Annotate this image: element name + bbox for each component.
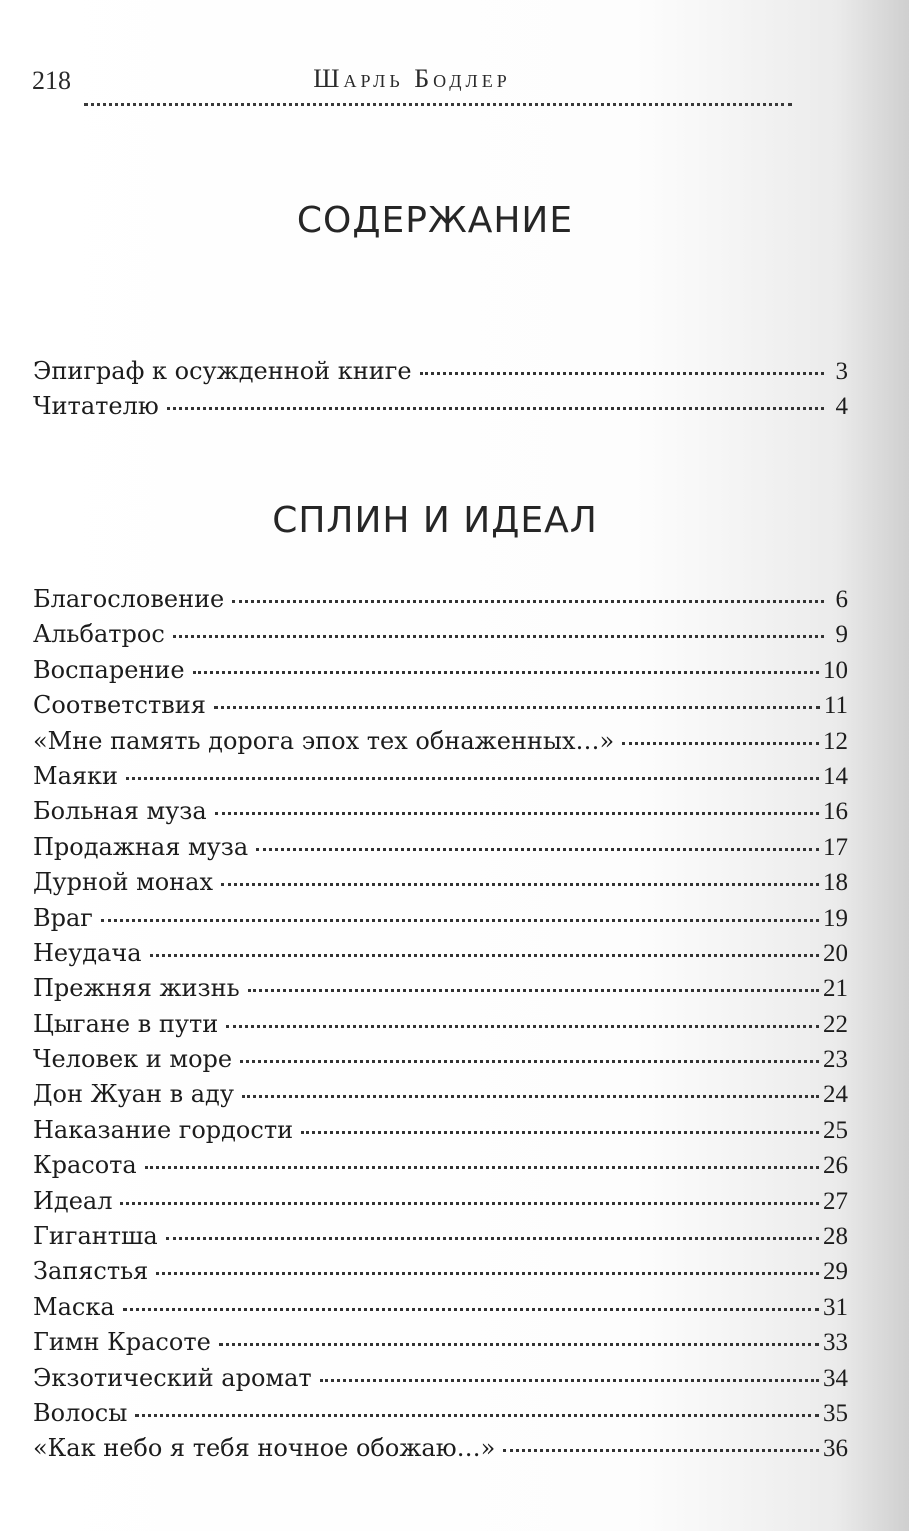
toc-entry — [33, 1113, 848, 1148]
dot-leader — [219, 1343, 819, 1346]
toc-entry — [33, 865, 848, 900]
toc-entry-title: Человек и море — [33, 1045, 233, 1074]
toc-entry-page: 28 — [823, 1223, 848, 1251]
dot-leader — [126, 777, 819, 780]
toc-entry-title: Продажная муза — [33, 832, 249, 861]
toc-entry-title: «Мне память дорога эпох тех обнаженных…» — [33, 726, 615, 755]
dot-leader — [242, 1095, 819, 1098]
toc-entry-title: Маяки — [33, 761, 119, 790]
toc-entry — [33, 1042, 848, 1077]
toc-entry-page: 25 — [823, 1116, 848, 1144]
toc-entry-page: 19 — [823, 904, 848, 932]
toc-entry-page: 6 — [835, 586, 848, 613]
toc-entry-page: 36 — [823, 1435, 848, 1463]
toc-entry-title: Неудача — [33, 938, 142, 967]
page-number: 218 — [32, 66, 71, 95]
toc-entry-title: «Как небо я тебя ночное обожаю…» — [33, 1434, 496, 1463]
toc-entry-title: Благословение — [33, 585, 225, 613]
running-title: Шарль Бодлер — [313, 64, 511, 93]
toc-entry-title: Маска — [33, 1292, 115, 1321]
toc-entry-title: Наказание гордости — [33, 1115, 294, 1144]
toc-entry-title: Больная муза — [33, 797, 207, 826]
toc-entry-page: 20 — [823, 939, 848, 967]
toc-entry-title: Воспарение — [33, 655, 185, 684]
dot-leader — [215, 812, 819, 815]
dot-leader — [256, 848, 819, 851]
toc-list-spleen-ideal — [33, 582, 848, 1467]
dot-leader — [135, 1414, 819, 1417]
toc-entry — [33, 582, 848, 617]
running-head — [32, 62, 792, 102]
toc-entry-title: Прежняя жизнь — [33, 974, 240, 1003]
dot-leader — [503, 1449, 819, 1452]
toc-entry-page: 10 — [823, 656, 848, 684]
toc-entry-page: 24 — [823, 1081, 848, 1109]
toc-entry-page: 4 — [835, 393, 848, 421]
toc-entry-title: Экзотический аромат — [33, 1363, 312, 1392]
toc-entry-page: 27 — [823, 1187, 848, 1215]
toc-entry-page: 11 — [823, 692, 848, 720]
dot-leader — [167, 407, 824, 410]
dot-leader — [420, 372, 824, 375]
toc-entry-page: 26 — [823, 1152, 848, 1180]
dot-leader — [150, 954, 819, 957]
toc-entry — [33, 1290, 848, 1325]
toc-entry — [33, 354, 848, 389]
toc-entry-page: 23 — [823, 1046, 848, 1074]
toc-entry-page: 21 — [823, 975, 848, 1003]
toc-entry — [33, 1361, 848, 1396]
toc-entry-title: Цыгане в пути — [33, 1009, 219, 1038]
toc-entry-title: Гигантша — [33, 1222, 158, 1251]
toc-entry — [33, 1219, 848, 1254]
toc-entry-title: Запястья — [33, 1257, 149, 1286]
dot-leader — [173, 635, 824, 638]
toc-entry-title: Читателю — [33, 392, 159, 421]
contents-heading: СОДЕРЖАНИЕ — [296, 200, 574, 241]
dot-leader — [145, 1166, 819, 1169]
toc-entry-page: 9 — [835, 621, 848, 649]
toc-entry-page: 29 — [823, 1258, 848, 1286]
toc-entry — [33, 1077, 848, 1112]
toc-entry — [33, 794, 848, 829]
dot-leader — [248, 989, 819, 992]
toc-entry — [33, 971, 848, 1006]
toc-entry — [33, 389, 848, 424]
toc-entry — [33, 653, 848, 688]
toc-entry-page: 31 — [823, 1293, 848, 1321]
toc-entry-page: 22 — [823, 1010, 848, 1038]
toc-entry — [33, 688, 848, 723]
toc-entry-page: 14 — [823, 762, 848, 790]
toc-entry-page: 12 — [823, 727, 848, 755]
toc-entry-page: 17 — [823, 833, 848, 861]
toc-entry-page: 34 — [823, 1364, 848, 1392]
dot-leader — [166, 1237, 819, 1240]
toc-entry — [33, 1325, 848, 1360]
toc-entry-page: 3 — [835, 358, 848, 385]
toc-entry-title: Гимн Красоте — [33, 1328, 211, 1357]
dot-leader — [214, 706, 820, 709]
dot-leader — [232, 600, 824, 603]
toc-entry — [33, 724, 848, 759]
toc-entry-title: Соответствия — [33, 691, 206, 720]
dot-leader — [320, 1379, 819, 1382]
dot-leader — [226, 1025, 819, 1028]
toc-entry — [33, 901, 848, 936]
dot-leader — [156, 1272, 819, 1275]
toc-entry — [33, 617, 848, 652]
toc-entry-title: Красота — [33, 1151, 137, 1180]
toc-entry — [33, 1184, 848, 1219]
toc-entry — [33, 1431, 848, 1466]
toc-entry — [33, 1007, 848, 1042]
toc-entry-page: 18 — [823, 869, 848, 897]
toc-entry — [33, 1148, 848, 1183]
dot-leader — [240, 1060, 819, 1063]
toc-entry — [33, 1396, 848, 1431]
toc-entry-title: Эпиграф к осужденной книге — [33, 357, 412, 385]
toc-entry — [33, 1254, 848, 1289]
dot-leader — [120, 1202, 819, 1205]
toc-entry-title: Волосы — [33, 1398, 128, 1427]
dot-leader — [101, 919, 819, 922]
dot-leader — [301, 1131, 819, 1134]
dot-leader — [193, 671, 819, 674]
toc-entry-title: Враг — [33, 903, 93, 932]
section-heading-spleen-ideal: СПЛИН И ИДЕАЛ — [272, 500, 598, 541]
toc-entry-title: Альбатрос — [33, 620, 165, 649]
toc-entry-title: Идеал — [33, 1186, 113, 1215]
toc-list-intro — [33, 354, 848, 425]
toc-entry-page: 33 — [823, 1329, 848, 1357]
header-dotted-rule — [84, 103, 792, 106]
dot-leader — [221, 883, 819, 886]
toc-entry — [33, 936, 848, 971]
toc-entry-title: Дурной монах — [33, 868, 214, 897]
toc-entry — [33, 830, 848, 865]
dot-leader — [123, 1308, 819, 1311]
toc-entry-page: 35 — [823, 1399, 848, 1427]
toc-entry — [33, 759, 848, 794]
toc-entry-page: 16 — [823, 798, 848, 826]
dot-leader — [622, 742, 819, 745]
toc-entry-title: Дон Жуан в аду — [33, 1080, 234, 1109]
